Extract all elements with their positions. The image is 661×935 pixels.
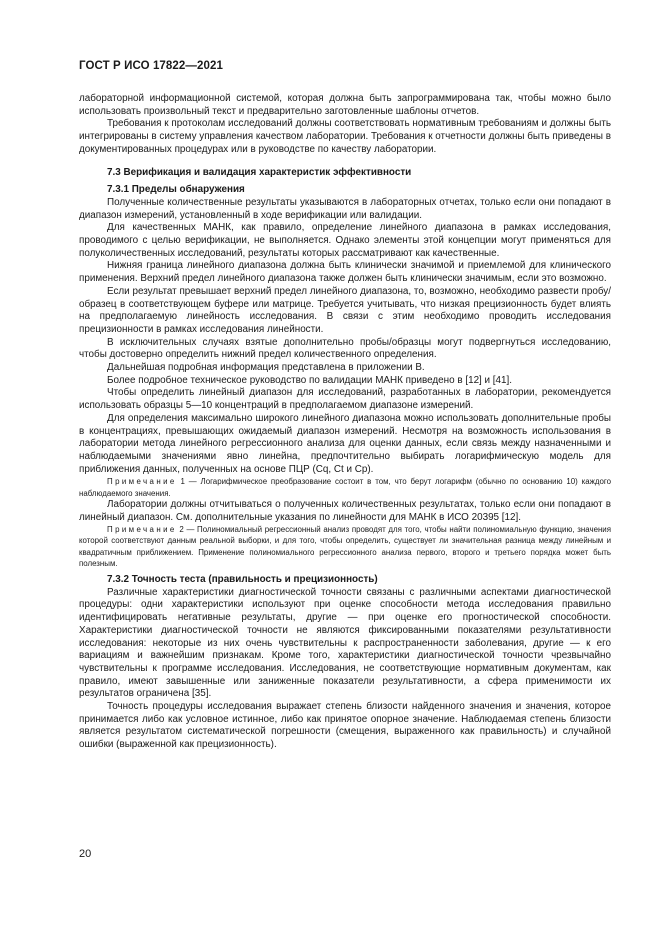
paragraph: Различные характеристики диагностической точности связаны с различными аспектами диагностической процедуры: одни характеристики используют при оценке способности метода исследования правильно идентифицировать негативные результаты, другие — при оценке его прогностической способности. Характеристики диагностической точности не являются фиксированными показателями результативности исследования: некоторые из них очень чувствительны к распространенности заболевания, другие — к его вариациям и важнейшим признакам. Кроме того, характеристики диагностической точности чрезвычайно чувствительны к программе исследования. Исследования, не соответствующие нормативным документам, как правило, имеют завышенные или заниженные показатели результативности, а сфера применимости их результатов ограничена [35]. bbox=[79, 586, 611, 700]
note-text: 2 — Полиномиальный регрессионный анализ проводят для того, чтобы найти полиномиальную функцию, значения которой соответствуют данным реальной выборки, и для того, чтобы определить, существует ли значительная разница между линейным и квадратичным приближением. Применение полиномиального регрессионного анализа первого, второго и третьего порядка может быть полезным. bbox=[79, 525, 611, 568]
paragraph: Требования к протоколам исследований должны соответствовать нормативным требованиям и должны быть интегрированы в систему управления качеством лаборатории. Требования к отчетности должны быть приведены в документированных процедурах или в руководстве по качеству лаборатории. bbox=[79, 118, 611, 155]
note-text: 1 — Логарифмическое преобразование состоит в том, что берут логарифм (обычно по основанию 10) каждого наблюдаемого значения. bbox=[79, 477, 611, 498]
paragraph: Точность процедуры исследования выражает степень близости найденного значения и значения, которое принимается либо как условное истинное, либо как принятое опорное значение. Наблюдаемая степень близости является результатом систематической погрешности (смещения, выраженного как правильность) и случайной ошибки (выраженной как прецизионность). bbox=[79, 701, 611, 751]
note-2 bbox=[79, 524, 611, 569]
document-body bbox=[79, 93, 611, 752]
paragraph: Дальнейшая подробная информация представлена в приложении В. bbox=[107, 362, 425, 374]
paragraph: Лаборатории должны отчитываться о полученных количественных результатах, только если они попадают в линейный диапазон. См. дополнительные указания по линейности для МАНК в ИСО 20395 [12]. bbox=[79, 498, 611, 523]
note-1 bbox=[79, 476, 611, 498]
paragraph: Нижняя граница линейного диапазона должна быть клинически значимой и приемлемой для клинического применения. Верхний предел линейного диапазона также должен быть клинически значимым, если это возможно. bbox=[79, 260, 611, 285]
note-label: Примечание bbox=[107, 525, 177, 535]
paragraph: Более подробное техническое руководство по валидации МАНК приведено в [12] и [41]. bbox=[107, 374, 513, 386]
paragraph: В исключительных случаях взятые дополнительно пробы/образцы могут подвергнуться исследованию, чтобы достоверно определить нижний предел количественного определения. bbox=[79, 336, 611, 361]
subsection-heading-7-3-1: 7.3.1 Пределы обнаружения bbox=[107, 184, 245, 196]
paragraph: лабораторной информационной системой, которая должна быть запрограммирована так, чтобы можно было использовать произвольный текст и предварительно заготовленные шаблоны отчетов. bbox=[79, 93, 611, 117]
paragraph: Если результат превышает верхний предел линейного диапазона, то, возможно, необходимо развести пробу/образец в соответствующем буфере или матрице. Требуется учитывать, что низкая прецизионность будет влиять на предполагаемую линейность исследования. В связи с этим необходимо проводить исследования прецизионности в рамках исследования линейности. bbox=[79, 285, 611, 335]
subsection-heading-7-3-2: 7.3.2 Точность теста (правильность и прецизионность) bbox=[107, 574, 378, 586]
page-number: 20 bbox=[79, 848, 92, 860]
note-label: Примечание bbox=[107, 477, 177, 487]
paragraph: Для определения максимально широкого линейного диапазона можно использовать дополнительные пробы в концентрациях, превышающих ожидаемый диапазон измерений. Несмотря на возможность использования в лаборатории метода линейного регрессионного анализа для оценки данных, если связь между назначенными и наблюдаемыми значениями явно линейна, предпочтительно выбирать логарифмическую модель для приближения данных, полученных на основе ПЦР (Cq, Ct и Cp). bbox=[79, 412, 611, 475]
section-heading-7-3: 7.3 Верификация и валидация характеристик эффективности bbox=[107, 166, 412, 178]
paragraph: Чтобы определить линейный диапазон для исследований, разработанных в лаборатории, рекомендуется использовать образцы 5—10 концентраций в предполагаемом диапазоне измерений. bbox=[79, 387, 611, 412]
paragraph: Для качественных МАНК, как правило, определение линейного диапазона в рамках исследования, проводимого с целью верификации, не выполняется. Однако элементы этой концепции могут применяться для полуколичественных исследований, результаты которых рассматривают как качественные. bbox=[79, 222, 611, 259]
document-header: ГОСТ Р ИСО 17822—2021 bbox=[79, 60, 224, 72]
paragraph: Полученные количественные результаты указываются в лабораторных отчетах, только если они попадают в диапазон измерений, установленный в ходе верификации или валидации. bbox=[79, 196, 611, 221]
